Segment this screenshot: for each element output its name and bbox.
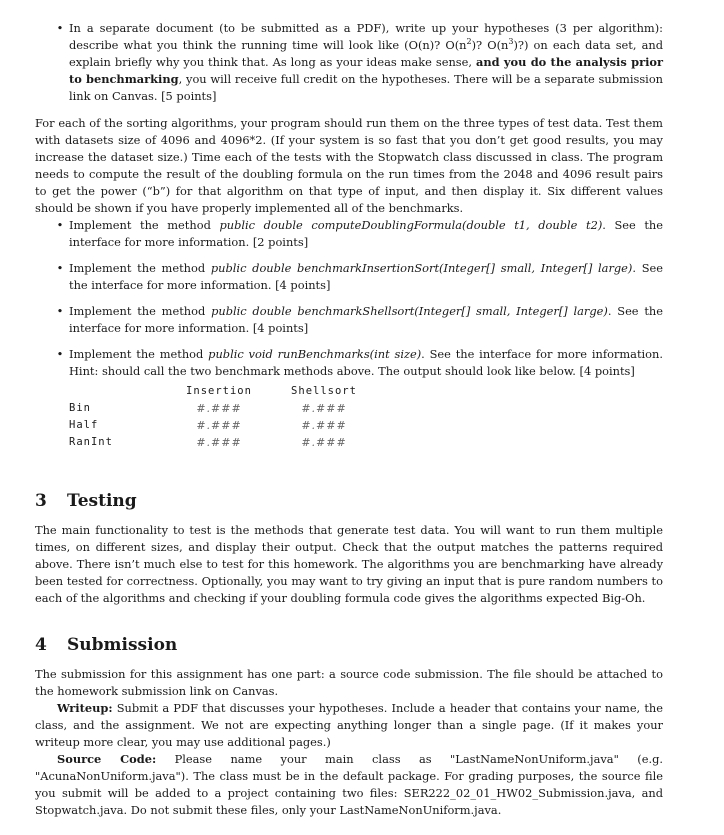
hypotheses-item: • In a separate document (to be submitted as a PDF), write up your hypotheses (3 per algorithm): describe what you think the running time will look like (O(n)? $O(n^2)$? $O(n^3)$?) on each data set, and explain briefly why you think that. As long as your ideas make sense, and you do the analysis prior to benchmarking, you will receive full credit on the hypotheses. There will be a separate submission link on Canvas. [5 points] — [56, 21, 664, 103]
table-header-row — [69, 383, 374, 400]
row-label: Bin — [69, 402, 91, 414]
row-label: Half — [69, 419, 99, 431]
method-item-benchmark-insertion: • Implement the method public double benchmarkInsertionSort(Integer[] small, Integer[] large). See the interface for more information. [4 points] — [56, 261, 663, 292]
method-item-run-benchmarks: • Implement the method public void runBenchmarks(int size). See the interface for more information. Hint: should call the two benchmark methods above. The output should look like below. [4 points] Insertion Shellsort Bin #.### #.### Half #.### #.### RanInt #.### #.### — [56, 347, 663, 449]
bullet-icon: • — [56, 21, 64, 35]
bullet-icon: • — [56, 347, 64, 361]
table-row — [69, 434, 374, 451]
section-title: Testing — [67, 491, 137, 511]
section-number: 3 — [35, 491, 47, 511]
table-cell: #.### — [196, 402, 242, 415]
method-item-compute-doubling: • Implement the method public double computeDoublingFormula(double t1, double t2). See the interface for more information. [2 points] — [56, 218, 663, 249]
bullet-icon: • — [56, 304, 64, 318]
methods-list — [35, 217, 663, 451]
table-row — [69, 400, 374, 417]
section-heading-submission — [35, 635, 663, 655]
writeup-paragraph: Writeup: Submit a PDF that discusses your hypotheses. Include a header that contains your name, the class, and the assignment. We not are expecting anything longer than a single page. (If it makes your writeup more clear, you may use additional pages.) — [35, 701, 663, 749]
row-label: RanInt — [69, 436, 113, 448]
submission-intro: The submission for this assignment has one part: a source code submission. The file should be attached to the homework submission link on Canvas. — [35, 667, 663, 698]
bullet-icon: • — [56, 261, 64, 275]
table-cell: #.### — [301, 402, 347, 415]
table-cell: #.### — [301, 419, 347, 432]
table-header: Insertion — [186, 385, 252, 397]
method-signature: public double computeDoublingFormula(double t1, double t2) — [219, 218, 603, 232]
table-cell: #.### — [196, 419, 242, 432]
benchmark-output-table — [69, 383, 374, 451]
writeup-label: Writeup: — [57, 701, 113, 715]
table-cell: #.### — [196, 436, 242, 449]
bullet-icon: • — [56, 218, 64, 232]
source-code-paragraph: Source Code: Please name your main class as "LastNameNonUniform.java" (e.g. "AcunaNonUniform.java"). The class must be in the default package. For grading purposes, the source file you submit will be added to a project containing two files: SER222_02_01_HW02_Submission.java, and Stopwatch.java. Do not submit these files, only your LastNameNonUniform.java. — [35, 752, 663, 817]
table-cell: #.### — [301, 436, 347, 449]
section-title: Submission — [67, 635, 178, 655]
emphasis-text: and you do the analysis prior to benchmarking — [69, 55, 663, 86]
testing-paragraph: The main functionality to test is the methods that generate test data. You will want to run them multiple times, on different sizes, and display their output. Check that the output matches the patterns required above. There isn’t much else to test for this homework. The algorithms you are benchmarking have already been tested for correctness. Optionally, you may want to try giving an input that is pure random numbers to each of the algorithms and checking if your doubling formula code gives the algorithms expected Big-Oh. — [35, 523, 663, 605]
method-signature: public void runBenchmarks(int size) — [208, 347, 422, 361]
sorting-paragraph: For each of the sorting algorithms, your program should run them on the three types of test data. Test them with datasets size of 4096 and 4096*2. (If your system is so fast that you don’t get good results, you may increase the dataset size.) Time each of the tests with the Stopwatch class discussed in class. The program needs to compute the result of the doubling formula on the run times from the 2048 and 4096 result pairs to get the power (“b”) for that algorithm on that type of input, and then display it. Six different values should be shown if you have properly implemented all of the benchmarks. — [35, 116, 663, 215]
method-signature: public double benchmarkShellsort(Integer[] small, Integer[] large) — [211, 304, 608, 318]
table-row — [69, 417, 374, 434]
section-heading-testing — [35, 491, 663, 511]
source-code-label: Source Code: — [57, 752, 157, 766]
table-header: Shellsort — [291, 385, 357, 397]
method-signature: public double benchmarkInsertionSort(Integer[] small, Integer[] large) — [210, 261, 633, 275]
section-number: 4 — [35, 635, 47, 655]
method-item-benchmark-shellsort: • Implement the method public double benchmarkShellsort(Integer[] small, Integer[] large). See the interface for more information. [4 points] — [56, 304, 663, 335]
hypotheses-list — [35, 20, 663, 105]
document-page — [35, 20, 663, 819]
